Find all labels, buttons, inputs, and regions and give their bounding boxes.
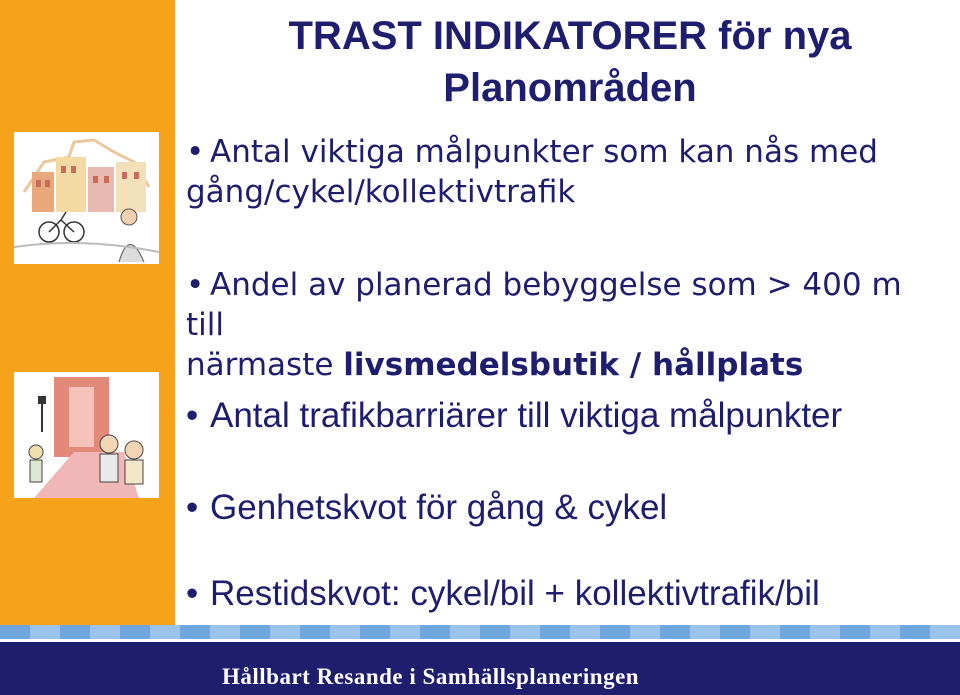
bullet-text: Restidskvot: cykel/bil + kollektivtrafik/bil: [210, 574, 820, 613]
bullet-text: Andel av planerad bebyggelse som > 400 m till: [186, 267, 902, 343]
bullet-item: [186, 132, 926, 212]
footer-text: Hållbart Resande i Samhällsplaneringen: [222, 664, 640, 689]
bullet-symbol: •: [186, 574, 199, 613]
bullet-symbol: •: [186, 134, 205, 170]
slide-title: [200, 10, 940, 114]
people-city-illustration: [14, 372, 159, 498]
bullet-text: Antal trafikbarriärer till viktiga målpunkter: [210, 396, 843, 435]
bullet-symbol: •: [186, 488, 199, 527]
bullet-text: Genhetskvot för gång & cykel: [210, 488, 668, 527]
footer-bar: [0, 642, 960, 695]
bullet-item: [186, 396, 926, 436]
bullet-symbol: •: [186, 267, 205, 303]
bullet-text-bold: livsmedelsbutik / hållplats: [343, 347, 804, 383]
bullet-text-continued: gång/cykel/kollektivtrafik: [186, 174, 576, 210]
bullet-item: [186, 488, 926, 528]
decorative-stripe-bar: [0, 625, 960, 639]
title-line-1: TRAST INDIKATORER för nya: [288, 14, 852, 58]
bullet-item: [186, 574, 926, 614]
title-line-2: Planområden: [443, 66, 697, 110]
orange-side-band: [0, 0, 175, 628]
bullet-text-prefix: närmaste: [186, 347, 344, 383]
bullet-item: [186, 265, 926, 385]
bullet-text: Antal viktiga målpunkter som kan nås med: [210, 134, 878, 170]
street-scene-illustration: [14, 132, 159, 264]
bullet-symbol: •: [186, 396, 199, 435]
